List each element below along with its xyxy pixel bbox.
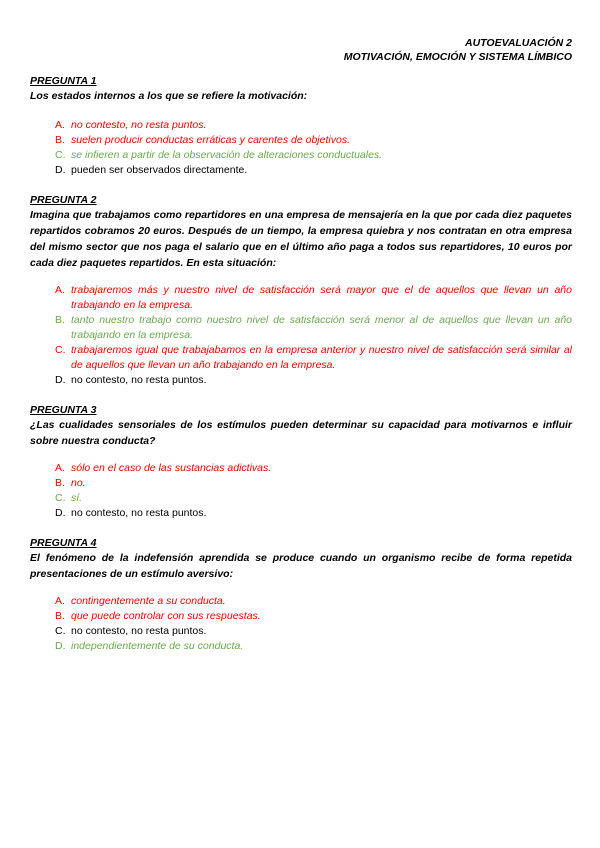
question-4 — [30, 536, 572, 654]
option-letter: D. — [55, 374, 66, 386]
option-text: suelen producir conductas erráticas y carentes de objetivos. — [71, 134, 350, 146]
option-text: contingentemente a su conducta. — [71, 595, 226, 607]
option-a — [30, 283, 572, 313]
option-letter: A. — [55, 119, 65, 131]
option-c — [30, 624, 572, 639]
option-c — [30, 343, 572, 373]
option-list — [30, 283, 572, 388]
option-a — [30, 594, 572, 609]
option-d — [30, 373, 572, 388]
option-text: trabajaremos igual que trabajabamos en la empresa anterior y nuestro nivel de satisfacción será similar al de aquellos que llevan un año trabajando en la empresa. — [71, 344, 572, 371]
question-title: PREGUNTA 1 — [30, 75, 97, 87]
option-list — [30, 461, 572, 521]
question-text: Imagina que trabajamos como repartidores en una empresa de mensajería en la que por cada diez paquetes repartidos cobramos 20 euros. Después de un tiempo, la empresa quiebra y nos contratan en otra empresa del mismo sector que nos paga el salario que en el último año paga a todos sus repartidores, 10 euros por cada diez paquetes repartidos. En esta situación: — [30, 209, 572, 269]
option-letter: B. — [55, 477, 65, 489]
option-text: se infieren a partir de la observación de alteraciones conductuales. — [71, 149, 383, 161]
option-text: pueden ser observados directamente. — [71, 164, 248, 176]
option-letter: D. — [55, 164, 66, 176]
option-text: que puede controlar con sus respuestas. — [71, 610, 261, 622]
option-d — [30, 506, 572, 521]
question-text: El fenómeno de la indefensión aprendida se produce cuando un organismo recibe de forma repetida presentaciones de un estímulo aversivo: — [30, 552, 572, 580]
option-text: trabajaremos más y nuestro nivel de satisfacción será mayor que el de aquellos que llevan un año trabajando en la empresa. — [71, 284, 572, 311]
option-text: no contesto, no resta puntos. — [71, 507, 207, 519]
question-3 — [30, 403, 572, 521]
option-a — [30, 461, 572, 476]
question-title: PREGUNTA 2 — [30, 194, 97, 206]
option-text: tanto nuestro trabajo como nuestro nivel de satisfacción será menor al de aquellos que llevan un año trabajando en la empresa. — [71, 314, 572, 341]
option-letter: B. — [55, 314, 65, 326]
option-a — [30, 118, 572, 133]
question-2 — [30, 193, 572, 388]
header-title: AUTOEVALUACIÓN 2 — [465, 37, 572, 49]
option-letter: A. — [55, 284, 65, 296]
option-text: no. — [71, 477, 86, 489]
option-d — [30, 163, 572, 178]
option-c — [30, 491, 572, 506]
header-subtitle: MOTIVACIÓN, EMOCIÓN Y SISTEMA LÍMBICO — [343, 51, 572, 63]
document-header — [30, 36, 572, 64]
question-title: PREGUNTA 3 — [30, 404, 97, 416]
option-text: sí. — [71, 492, 83, 504]
option-d — [30, 639, 572, 654]
option-letter: C. — [55, 492, 66, 504]
option-b — [30, 476, 572, 491]
option-letter: B. — [55, 610, 65, 622]
option-b — [30, 133, 572, 148]
option-letter: D. — [55, 640, 66, 652]
option-list — [30, 118, 572, 178]
option-letter: D. — [55, 507, 66, 519]
option-letter: A. — [55, 595, 65, 607]
question-title: PREGUNTA 4 — [30, 537, 97, 549]
option-list — [30, 594, 572, 654]
option-b — [30, 313, 572, 343]
option-letter: C. — [55, 625, 66, 637]
option-text: sólo en el caso de las sustancias adictivas. — [71, 462, 272, 474]
option-letter: B. — [55, 134, 65, 146]
option-letter: C. — [55, 149, 66, 161]
option-text: no contesto, no resta puntos. — [71, 374, 207, 386]
option-letter: A. — [55, 462, 65, 474]
option-text: no contesto, no resta puntos. — [71, 119, 207, 131]
option-b — [30, 609, 572, 624]
document-page — [30, 36, 572, 654]
question-text: Los estados internos a los que se refiere la motivación: — [30, 90, 308, 102]
option-text: no contesto, no resta puntos. — [71, 625, 207, 637]
option-letter: C. — [55, 344, 66, 356]
question-1 — [30, 74, 572, 178]
option-c — [30, 148, 572, 163]
question-text: ¿Las cualidades sensoriales de los estímulos pueden determinar su capacidad para motivarnos e influir sobre nuestra conducta? — [30, 419, 572, 447]
option-text: independientemente de su conducta. — [71, 640, 244, 652]
